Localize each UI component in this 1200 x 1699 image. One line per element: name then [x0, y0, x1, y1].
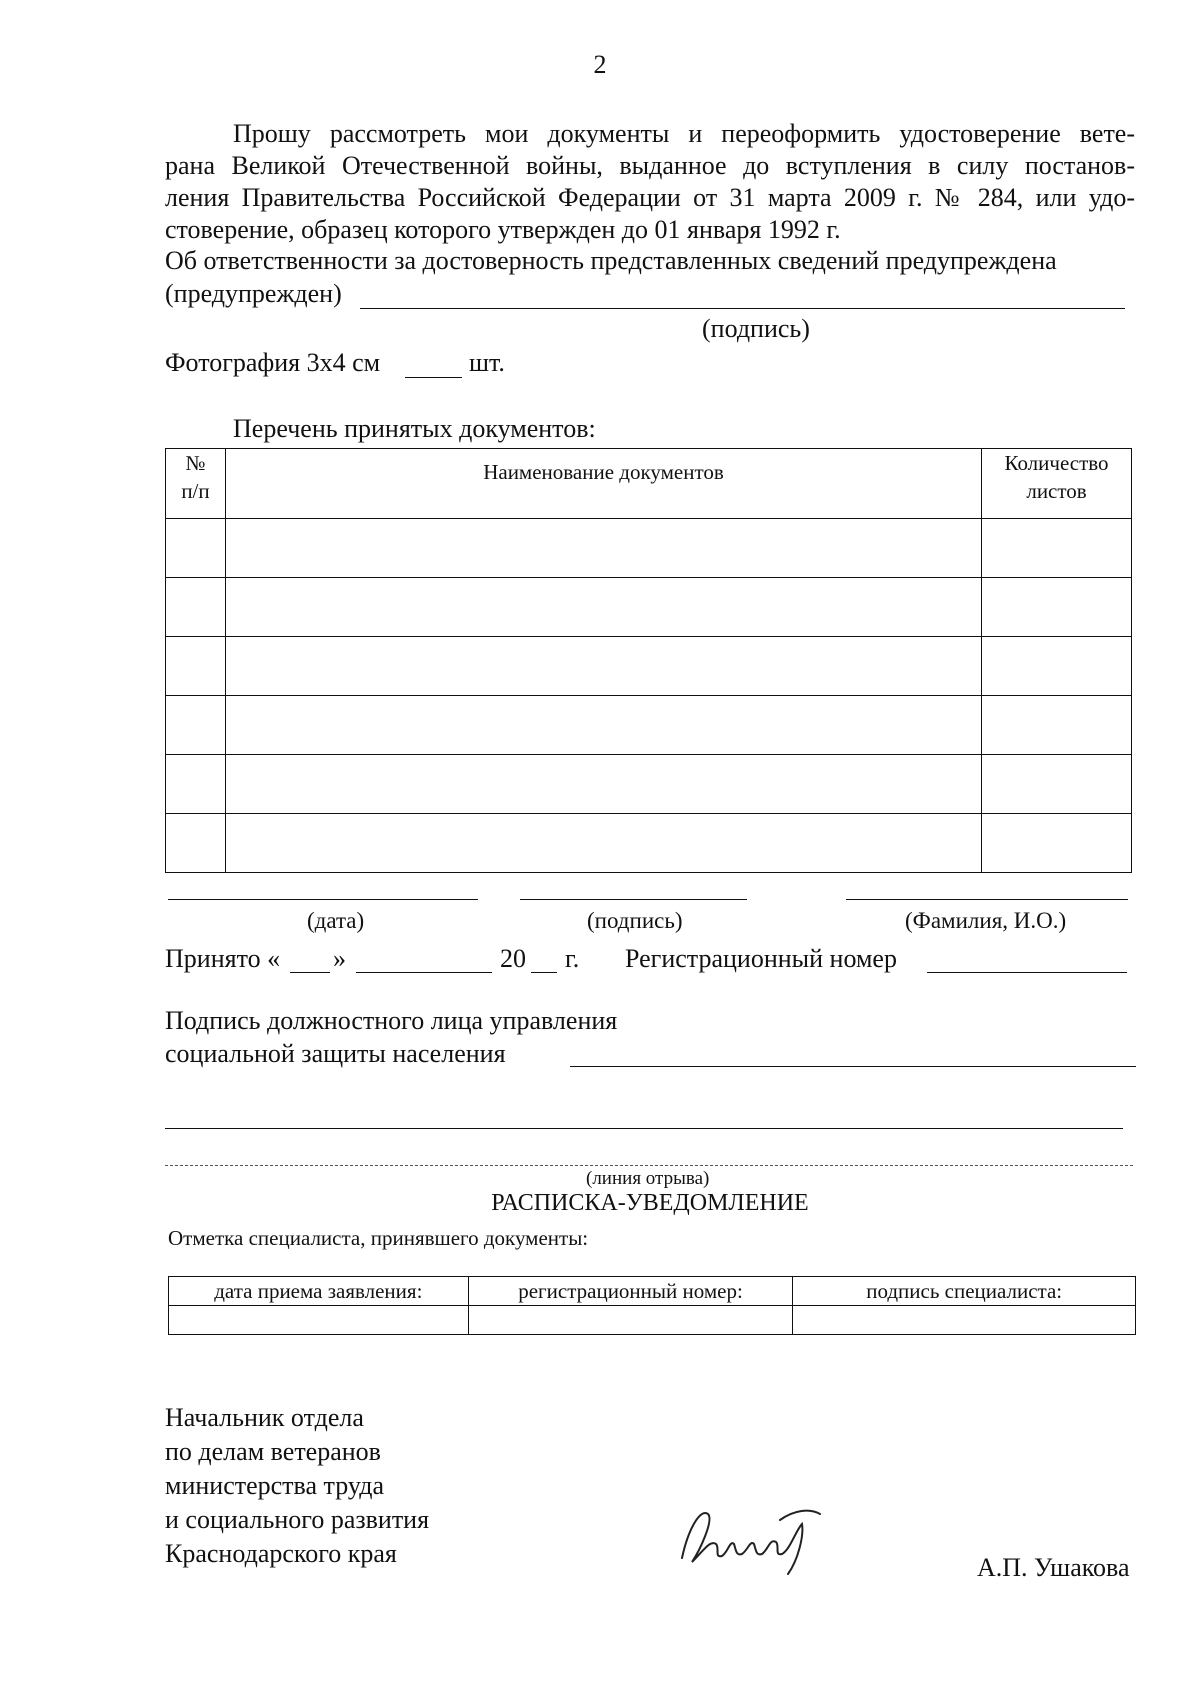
cell[interactable]: [225, 755, 981, 814]
tear-line-caption: (линия отрыва): [586, 1168, 710, 1189]
signatory-name: А.П. Ушакова: [977, 1553, 1130, 1582]
position-line: и социального развития: [165, 1505, 430, 1534]
accepted-year-suffix: г.: [565, 944, 580, 973]
tear-line: [165, 1165, 1133, 1166]
name-field[interactable]: [846, 899, 1128, 900]
paragraph-line: стоверение, образец которого утвержден до 01 января 1992 г.: [165, 215, 841, 244]
receipt-title: РАСПИСКА-УВЕДОМЛЕНИЕ: [491, 1190, 809, 1216]
photo-suffix: шт.: [469, 348, 505, 377]
signature-underline[interactable]: [360, 308, 1125, 309]
date-caption: (дата): [307, 908, 365, 933]
cell[interactable]: [982, 637, 1132, 696]
accepted-year-prefix: 20: [500, 944, 526, 973]
receipt-col-signature: подпись специалиста:: [793, 1277, 1136, 1306]
paragraph-line: ления Правительства Российской Федерации от 31 марта 2009 г. № 284, или удо-: [165, 183, 1135, 212]
signature-caption: (подпись): [702, 314, 810, 343]
responsibility-line-2: (предупрежден): [165, 279, 342, 308]
table-row: [166, 637, 1132, 696]
receipt-col-reg: регистрационный номер:: [468, 1277, 793, 1306]
cell[interactable]: [169, 1306, 469, 1335]
official-label-1: Подпись должностного лица управления: [165, 1006, 618, 1035]
table-row: [166, 519, 1132, 578]
handwritten-signature: [670, 1500, 830, 1580]
cell[interactable]: [793, 1306, 1136, 1335]
header-count: Количество листов: [982, 449, 1132, 519]
responsibility-line: Об ответственности за достоверность представленных сведений предупреждена: [165, 246, 1057, 275]
cell[interactable]: [166, 814, 226, 873]
table-row: [166, 578, 1132, 637]
blank-line[interactable]: [165, 1128, 1123, 1129]
cell[interactable]: [166, 755, 226, 814]
cell[interactable]: [982, 519, 1132, 578]
cell[interactable]: [166, 578, 226, 637]
position-line: министерства труда: [165, 1471, 384, 1500]
cell[interactable]: [225, 814, 981, 873]
paragraph-line: рана Великой Отечественной войны, выданное до вступления в силу постанов-: [165, 151, 1135, 180]
date-field[interactable]: [168, 899, 478, 900]
request-paragraph: [165, 118, 1135, 246]
accepted-day-field[interactable]: [290, 972, 330, 973]
documents-list-title: Перечень принятых документов:: [233, 414, 596, 443]
cell[interactable]: [225, 578, 981, 637]
cell[interactable]: [166, 637, 226, 696]
cell[interactable]: [982, 814, 1132, 873]
paragraph-line: Прошу рассмотреть мои документы и переоформить удостоверение вете-: [233, 119, 1135, 148]
reg-number-field[interactable]: [927, 972, 1127, 973]
cell[interactable]: [225, 637, 981, 696]
table-row: [166, 755, 1132, 814]
photo-label: Фотография 3х4 см: [165, 348, 381, 377]
table-header-row: [166, 449, 1132, 519]
header-number: № п/п: [166, 449, 226, 519]
receipt-table: [168, 1276, 1136, 1335]
cell[interactable]: [166, 696, 226, 755]
accepted-year-field[interactable]: [531, 972, 557, 973]
accepted-month-field[interactable]: [356, 972, 492, 973]
documents-table: [165, 448, 1132, 873]
cell[interactable]: [982, 578, 1132, 637]
table-row: [166, 814, 1132, 873]
receipt-subtitle: Отметка специалиста, принявшего документы:: [168, 1226, 589, 1250]
cell[interactable]: [225, 696, 981, 755]
reg-number-label: Регистрационный номер: [625, 944, 897, 973]
table-row: [166, 696, 1132, 755]
cell[interactable]: [225, 519, 981, 578]
cell[interactable]: [982, 755, 1132, 814]
accepted-quote: »: [333, 944, 346, 973]
photo-count-field[interactable]: [405, 377, 462, 378]
cell[interactable]: [468, 1306, 793, 1335]
signature-caption-2: (подпись): [587, 908, 683, 933]
page-number: 2: [593, 50, 607, 79]
receipt-row: [169, 1306, 1136, 1335]
accepted-prefix: Принято «: [165, 944, 281, 973]
signature-field[interactable]: [520, 899, 747, 900]
position-line: по делам ветеранов: [165, 1437, 381, 1466]
position-line: Краснодарского края: [165, 1539, 397, 1568]
official-signature-field[interactable]: [570, 1066, 1136, 1067]
name-caption: (Фамилия, И.О.): [905, 908, 1067, 933]
header-name: Наименование документов: [225, 449, 981, 519]
cell[interactable]: [982, 696, 1132, 755]
official-label-2: социальной защиты населения: [165, 1039, 506, 1068]
cell[interactable]: [166, 519, 226, 578]
receipt-col-date: дата приема заявления:: [169, 1277, 469, 1306]
position-line: Начальник отдела: [165, 1403, 364, 1432]
receipt-header-row: [169, 1277, 1136, 1306]
